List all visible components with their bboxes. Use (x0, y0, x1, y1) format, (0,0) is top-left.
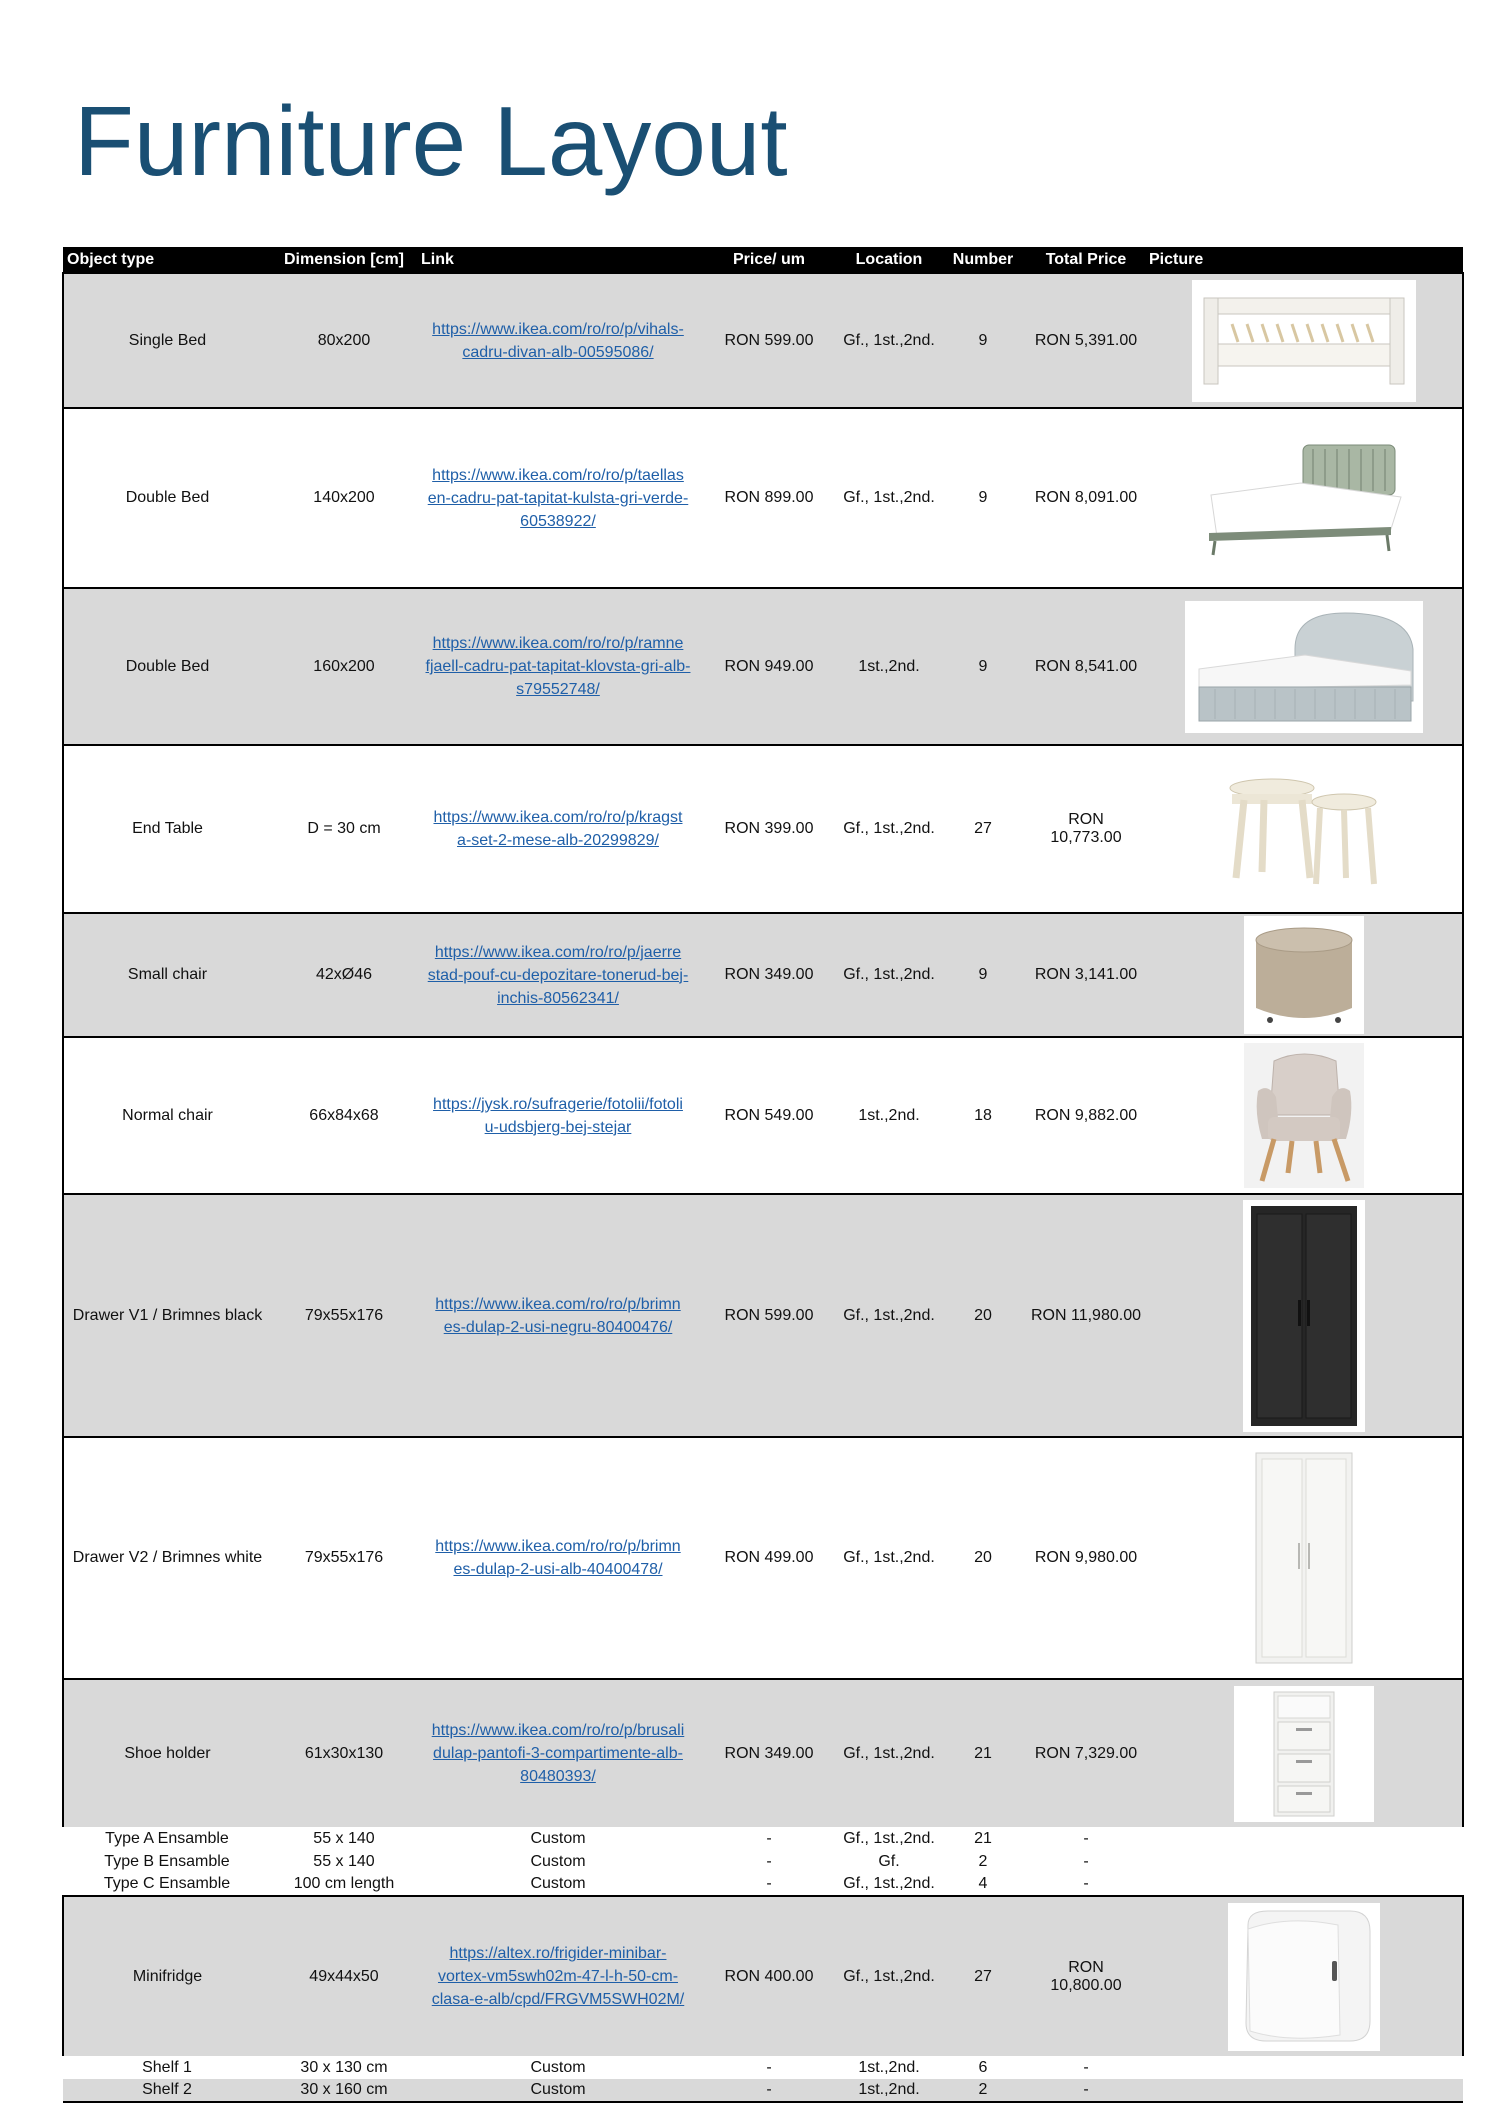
cell-dimension: 160x200 (271, 588, 417, 745)
link-line: clasa-e-alb/cpd/FRGVM5SWH02M/ (431, 1991, 685, 2008)
table-row (63, 408, 1463, 588)
cell-picture (1145, 745, 1463, 913)
table-row (63, 1437, 1463, 1679)
link-line: 80480393/ (520, 1768, 596, 1785)
cell-price: RON 399.00 (699, 745, 839, 913)
cell-link (417, 1437, 699, 1679)
cell-picture (1145, 1194, 1463, 1437)
cell-location: Gf., 1st.,2nd. (843, 1875, 935, 1892)
custom-label (530, 2081, 585, 2098)
link-line: 60538922/ (520, 512, 596, 530)
product-link[interactable] (434, 809, 683, 849)
table-row (63, 745, 1463, 913)
custom-label (530, 1875, 585, 1892)
link-line: vortex-vm5swh02m-47-l-h-50-cm- (437, 1968, 679, 1985)
cell-number: 18 (939, 1037, 1027, 1194)
cell-picture (1145, 1873, 1463, 1896)
cell-number: 21 (974, 1829, 992, 1847)
cell-picture (1145, 2056, 1463, 2079)
cell-price: RON 499.00 (699, 1437, 839, 1679)
table-row (63, 2079, 1463, 2102)
column-header: Link (417, 247, 699, 273)
white-wardrobe-icon (1248, 1447, 1360, 1669)
armchair-icon (1244, 1043, 1364, 1188)
link-line: u-udsbjerg-bej-stejar (484, 1118, 632, 1136)
cell-total-price: RON 9,882.00 (1027, 1037, 1145, 1194)
link-line: https://www.ikea.com/ro/ro/p/brimn (435, 1295, 681, 1313)
cell-number: 27 (939, 745, 1027, 913)
cell-number: 2 (978, 1852, 988, 1870)
product-link[interactable] (428, 944, 689, 1007)
column-header: Price/ um (699, 247, 839, 273)
cell-object-type: End Table (63, 745, 271, 913)
cell-total-price: RON 8,091.00 (1027, 408, 1145, 588)
link-line: es-dulap-2-usi-alb-40400478/ (453, 1561, 663, 1578)
cell-total-price: RON 11,980.00 (1027, 1194, 1145, 1437)
product-link[interactable] (432, 1722, 685, 1785)
cell-dimension: 55 x 140 (313, 1852, 375, 1870)
link-line: https://www.ikea.com/ro/ro/p/taellas (432, 466, 684, 484)
table-row (63, 588, 1463, 745)
cell-dimension: 66x84x68 (271, 1037, 417, 1194)
cell-location: Gf., 1st.,2nd. (843, 1829, 935, 1847)
cell-picture (1145, 2079, 1463, 2102)
double-bed-icon (1191, 437, 1417, 559)
link-line: en-cadru-pat-tapitat-kulsta-gri-verde- (427, 489, 689, 507)
table-header-row (63, 247, 1463, 273)
cell-link (417, 1194, 699, 1437)
table-row (63, 913, 1463, 1037)
cell-object-type: Small chair (63, 913, 271, 1037)
cell-price: RON 349.00 (699, 913, 839, 1037)
black-wardrobe-icon (1243, 1200, 1365, 1432)
cell-picture (1145, 1896, 1463, 2056)
cell-price: RON 349.00 (699, 1679, 839, 1827)
cell-object-type: Double Bed (63, 588, 271, 745)
cell-dimension: 61x30x130 (271, 1679, 417, 1827)
cell-number: 21 (939, 1679, 1027, 1827)
cell-object-type: Type B Ensamble (104, 1852, 230, 1870)
cell-dimension: 80x200 (271, 273, 417, 408)
link-line: fjaell-cadru-pat-tapitat-klovsta-gri-alb- (425, 658, 691, 675)
cell-dimension: 30 x 130 cm (300, 2058, 388, 2076)
product-link[interactable] (432, 1945, 685, 2008)
custom-label (530, 1830, 585, 1847)
cell-number: 9 (939, 273, 1027, 408)
table-row (63, 1679, 1463, 1827)
cell-total-price: RON 7,329.00 (1027, 1679, 1145, 1827)
table-row (63, 1850, 1463, 1873)
cell-total-price: - (1083, 1829, 1089, 1847)
cell-location: Gf., 1st.,2nd. (839, 1896, 939, 2056)
cell-object-type: Normal chair (63, 1037, 271, 1194)
cell-location: Gf., 1st.,2nd. (839, 408, 939, 588)
cell-price: RON 899.00 (699, 408, 839, 588)
link-line: cadru-divan-alb-00595086/ (462, 343, 654, 361)
column-header: Number (939, 247, 1027, 273)
cell-picture (1145, 1037, 1463, 1194)
cell-object-type: Type A Ensamble (105, 1829, 229, 1847)
cell-link (417, 745, 699, 913)
product-link[interactable] (426, 635, 691, 698)
cell-price: RON 599.00 (699, 273, 839, 408)
cell-number: 9 (939, 913, 1027, 1037)
cell-link (417, 588, 699, 745)
cell-object-type: Shelf 2 (63, 2079, 271, 2102)
cell-location: Gf., 1st.,2nd. (839, 1437, 939, 1679)
cell-total-price: RON 3,141.00 (1027, 913, 1145, 1037)
table-row (63, 273, 1463, 408)
cell-link (417, 408, 699, 588)
cell-price: RON 599.00 (699, 1194, 839, 1437)
end-table-icon (1216, 768, 1392, 890)
cell-total-price: RON 10,800.00 (1027, 1896, 1145, 2056)
cell-total-price: - (1027, 2079, 1145, 2102)
cell-number: 6 (978, 2058, 988, 2076)
cell-object-type: Type C Ensamble (103, 1875, 231, 1892)
cell-number: 20 (939, 1437, 1027, 1679)
cell-link (417, 913, 699, 1037)
cell-dimension: 30 x 160 cm (271, 2079, 417, 2102)
furniture-table (62, 247, 1464, 2103)
cell-link (417, 1873, 699, 1896)
cell-link (417, 1850, 699, 1873)
cell-link (417, 2056, 699, 2079)
table-row (63, 1037, 1463, 1194)
cell-object-type: Minifridge (63, 1896, 271, 2056)
pouf-icon (1244, 916, 1364, 1034)
cell-location: 1st.,2nd. (839, 2079, 939, 2102)
cell-number: 20 (939, 1194, 1027, 1437)
table-row (63, 1827, 1463, 1850)
link-line: Custom (530, 1829, 586, 1847)
cell-location: Gf., 1st.,2nd. (839, 1679, 939, 1827)
cell-location: 1st.,2nd. (858, 2058, 920, 2076)
cell-object-type: Single Bed (63, 273, 271, 408)
cell-location: 1st.,2nd. (839, 588, 939, 745)
cell-price: - (766, 2058, 772, 2076)
link-line: es-dulap-2-usi-negru-80400476/ (443, 1318, 673, 1336)
cell-location: Gf., 1st.,2nd. (839, 1194, 939, 1437)
cell-object-type: Drawer V1 / Brimnes black (63, 1194, 271, 1437)
column-header: Object type (63, 247, 271, 273)
product-link[interactable] (432, 321, 684, 361)
link-line: Custom (530, 2058, 586, 2076)
cell-dimension: 79x55x176 (271, 1437, 417, 1679)
cell-dimension: 42xØ46 (271, 913, 417, 1037)
cell-link (417, 1827, 699, 1850)
cell-dimension: 140x200 (271, 408, 417, 588)
cell-total-price: - (1083, 1852, 1089, 1870)
cell-total-price: RON 9,980.00 (1027, 1437, 1145, 1679)
page-title: Furniture Layout (74, 86, 788, 196)
table-row (63, 1873, 1463, 1896)
minifridge-icon (1228, 1903, 1380, 2051)
cell-price: - (766, 1829, 772, 1847)
product-link[interactable] (433, 1096, 683, 1136)
product-link[interactable] (428, 467, 689, 530)
cell-picture (1145, 273, 1463, 408)
column-header: Total Price (1027, 247, 1145, 273)
link-line: inchis-80562341/ (497, 989, 619, 1007)
cell-picture (1145, 1679, 1463, 1827)
cell-price: RON 400.00 (699, 1896, 839, 2056)
cell-total-price: - (1083, 2058, 1089, 2076)
cell-location: Gf., 1st.,2nd. (839, 273, 939, 408)
cell-picture (1145, 1850, 1463, 1873)
cell-dimension: 79x55x176 (271, 1194, 417, 1437)
cell-object-type: Double Bed (63, 408, 271, 588)
cell-price: - (699, 2079, 839, 2102)
cell-link (417, 1679, 699, 1827)
column-header: Picture (1145, 247, 1463, 273)
cell-dimension: D = 30 cm (271, 745, 417, 913)
link-line: s79552748/ (516, 681, 600, 698)
cell-link (417, 273, 699, 408)
cell-location: Gf., 1st.,2nd. (839, 913, 939, 1037)
cell-object-type: Drawer V2 / Brimnes white (63, 1437, 271, 1679)
cell-picture (1145, 913, 1463, 1037)
custom-label (530, 1853, 585, 1870)
product-link[interactable] (435, 1538, 680, 1578)
cell-total-price: - (1083, 1875, 1089, 1892)
cell-link (417, 1037, 699, 1194)
link-line: Custom (530, 2081, 586, 2098)
day-bed-icon (1192, 280, 1416, 402)
cell-object-type: Shoe holder (63, 1679, 271, 1827)
cell-number: 27 (939, 1896, 1027, 2056)
product-link[interactable] (435, 1296, 680, 1336)
link-line: Custom (530, 1875, 586, 1892)
cell-number: 4 (978, 1875, 988, 1892)
cell-dimension: 55 x 140 (313, 1829, 375, 1847)
cell-total-price: RON 10,773.00 (1027, 745, 1145, 913)
link-line: https://www.ikea.com/ro/ro/p/jaerre (434, 943, 682, 961)
column-header: Location (839, 247, 939, 273)
cell-picture (1145, 588, 1463, 745)
link-line: https://altex.ro/frigider-minibar- (449, 1945, 667, 1962)
link-line: https://jysk.ro/sufragerie/fotolii/fotoli (433, 1095, 683, 1113)
column-header: Dimension [cm] (271, 247, 417, 273)
table-body (63, 273, 1463, 2102)
cell-total-price: RON 8,541.00 (1027, 588, 1145, 745)
cell-object-type: Shelf 1 (142, 2058, 192, 2076)
cell-location: Gf., 1st.,2nd. (839, 745, 939, 913)
upholstered-bed-icon (1185, 601, 1423, 733)
cell-link (417, 1896, 699, 2056)
cell-picture (1145, 1827, 1463, 1850)
cell-location: 1st.,2nd. (839, 1037, 939, 1194)
link-line: https://www.ikea.com/ro/ro/p/vihals- (432, 320, 684, 338)
cell-price: RON 549.00 (699, 1037, 839, 1194)
cell-dimension: 100 cm length (293, 1875, 395, 1892)
cell-price: - (766, 1875, 772, 1892)
shoe-cabinet-icon (1234, 1686, 1374, 1822)
link-line: https://www.ikea.com/ro/ro/p/kragst (433, 809, 683, 826)
cell-picture (1145, 408, 1463, 588)
link-line: dulap-pantofi-3-compartimente-alb- (433, 1745, 683, 1762)
link-line: a-set-2-mese-alb-20299829/ (457, 832, 659, 849)
cell-link (417, 2079, 699, 2102)
cell-total-price: RON 5,391.00 (1027, 273, 1145, 408)
link-line: https://www.ikea.com/ro/ro/p/brimn (435, 1538, 681, 1555)
cell-picture (1145, 1437, 1463, 1679)
cell-number: 9 (939, 408, 1027, 588)
table-row (63, 1194, 1463, 1437)
link-line: https://www.ikea.com/ro/ro/p/brusali (431, 1722, 685, 1739)
table-row (63, 1896, 1463, 2056)
cell-price: RON 949.00 (699, 588, 839, 745)
cell-dimension: 49x44x50 (271, 1896, 417, 2056)
cell-price: - (766, 1852, 772, 1870)
link-line: Custom (530, 1852, 586, 1870)
link-line: https://www.ikea.com/ro/ro/p/ramne (432, 635, 684, 652)
cell-location: Gf. (878, 1852, 900, 1870)
cell-number: 9 (939, 588, 1027, 745)
cell-number: 2 (939, 2079, 1027, 2102)
link-line: stad-pouf-cu-depozitare-tonerud-bej- (427, 966, 689, 984)
custom-label (530, 2059, 585, 2076)
table-row (63, 2056, 1463, 2079)
